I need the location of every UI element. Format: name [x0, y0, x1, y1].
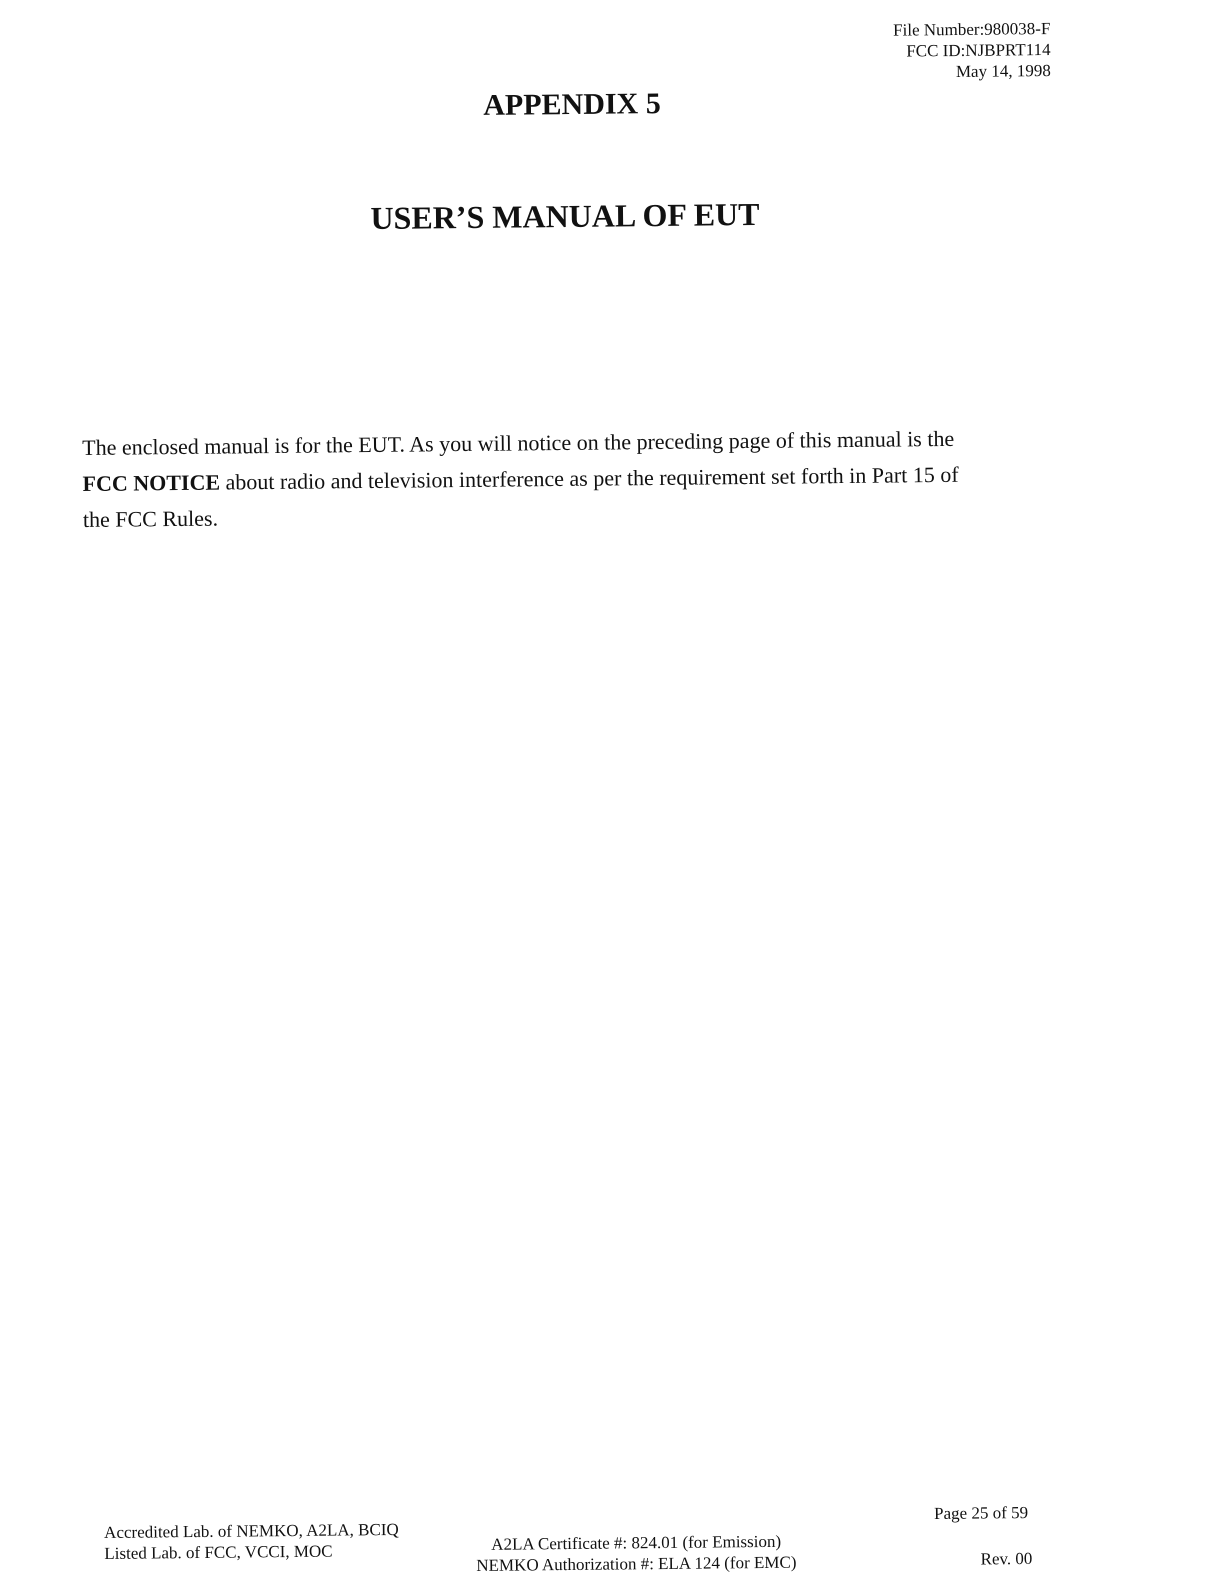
fcc-id: FCC ID:NJBPRT114	[905, 39, 1051, 61]
body-text-line-3: the FCC Rules.	[82, 505, 219, 532]
nemko-authorization: NEMKO Authorization #: ELA 124 (for EMC)	[476, 1552, 797, 1575]
footer-page-info	[934, 1503, 1032, 1570]
body-text-line-1: The enclosed manual is for the EUT. As you will notice on the preceding page of this manual is the	[82, 425, 955, 460]
manual-title: USER’S MANUAL OF EUT	[370, 195, 760, 237]
file-number: File Number:980038-F	[892, 18, 1051, 40]
footer-accreditation	[104, 1519, 399, 1564]
body-paragraph	[82, 420, 1063, 538]
revision: Rev. 00	[980, 1548, 1033, 1569]
fcc-notice-emphasis: FCC NOTICE	[82, 469, 221, 496]
document-header	[893, 18, 1051, 83]
document-date: May 14, 1998	[955, 60, 1051, 81]
page-number: Page 25 of 59	[934, 1503, 1029, 1523]
accredited-lab: Accredited Lab. of NEMKO, A2LA, BCIQ	[104, 1519, 399, 1542]
body-text-line-2: about radio and television interference as per the requirement set forth in Part 15 of	[219, 461, 959, 495]
appendix-title: APPENDIX 5	[483, 87, 661, 122]
a2la-certificate: A2LA Certificate #: 824.01 (for Emission)	[491, 1531, 782, 1554]
footer-certificates	[476, 1531, 797, 1576]
listed-lab: Listed Lab. of FCC, VCCI, MOC	[104, 1541, 333, 1563]
